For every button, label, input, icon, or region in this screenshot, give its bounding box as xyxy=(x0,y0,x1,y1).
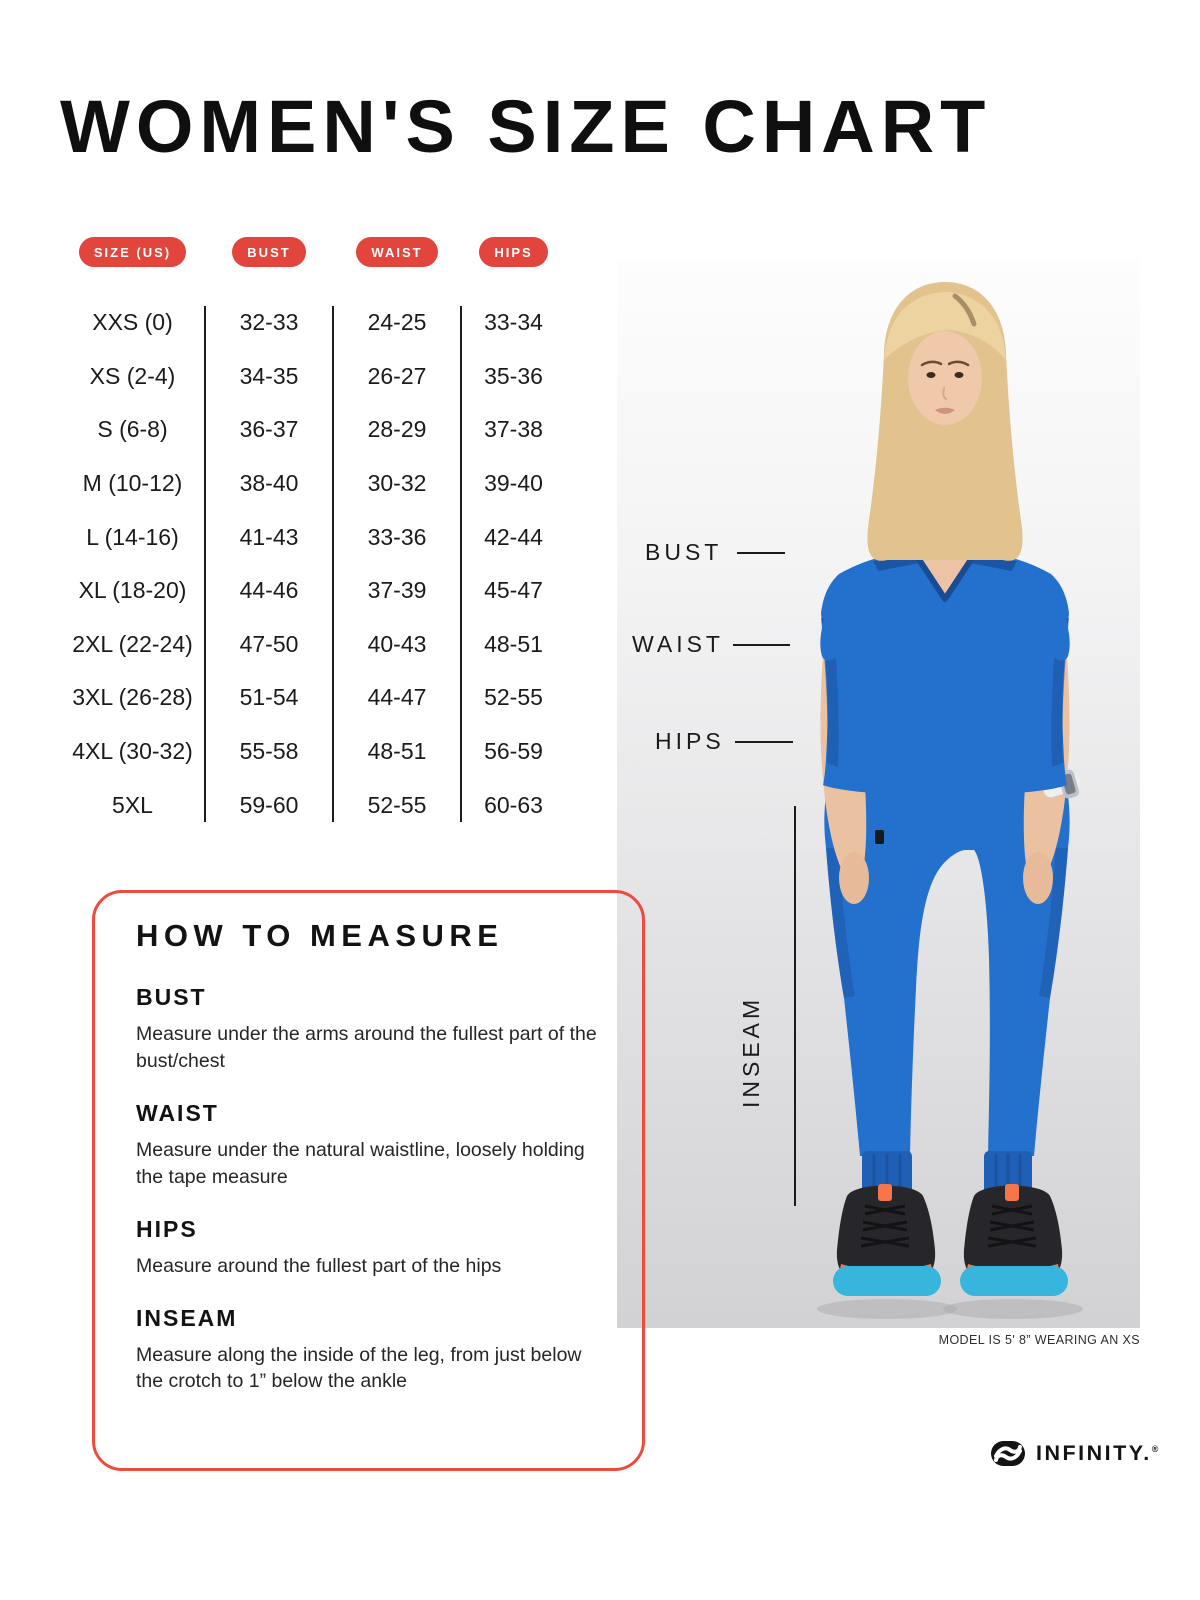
brand-logo xyxy=(990,1440,1158,1467)
table-cell-bust: 41-43 xyxy=(239,523,299,550)
measure-description: Measure along the inside of the leg, from just below the crotch to 1” below the ankle xyxy=(136,1343,582,1393)
hips-pointer-line xyxy=(735,741,793,743)
table-row xyxy=(60,671,566,725)
table-cell-size: 2XL (22-24) xyxy=(72,630,193,657)
measure-list xyxy=(136,984,598,1420)
table-cell-waist: 26-27 xyxy=(367,362,427,389)
table-cell-hips: 60-63 xyxy=(484,791,543,818)
measure-term: HIPS xyxy=(136,1215,198,1242)
table-cell-bust: 55-58 xyxy=(239,738,299,765)
table-cell-waist: 37-39 xyxy=(367,577,427,604)
measure-description: Measure around the fullest part of the hips xyxy=(136,1254,502,1277)
measure-item xyxy=(136,1216,598,1280)
floor-shadow xyxy=(817,1299,1083,1319)
table-cell-waist: 28-29 xyxy=(367,416,427,443)
shoe-tongue-tab xyxy=(878,1184,892,1201)
right-hand xyxy=(1023,852,1053,904)
table-row xyxy=(60,403,566,457)
bust-pointer-label: BUST xyxy=(645,539,723,565)
measure-description: Measure under the natural waistline, loosely holding the tape measure xyxy=(136,1138,585,1188)
scrub-top xyxy=(820,550,1069,796)
pocket-zipper-tag xyxy=(875,830,884,844)
table-row xyxy=(60,618,566,672)
table-cell-bust: 36-37 xyxy=(239,416,299,443)
table-row xyxy=(60,296,566,350)
table-cell-size: XS (2-4) xyxy=(89,362,176,389)
table-cell-size: XXS (0) xyxy=(92,309,173,336)
table-cell-bust: 34-35 xyxy=(239,362,299,389)
table-cell-size: L (14-16) xyxy=(86,523,179,550)
model-illustration xyxy=(617,258,1140,1328)
table-row xyxy=(60,457,566,511)
brand-wordmark: INFINITY.® xyxy=(1036,1441,1159,1465)
table-cell-size: 4XL (30-32) xyxy=(72,738,193,765)
table-row xyxy=(60,564,566,618)
table-cell-hips: 39-40 xyxy=(484,470,543,497)
model-caption: MODEL IS 5' 8” WEARING AN XS xyxy=(938,1333,1140,1347)
waist-pointer-line xyxy=(733,644,790,646)
measure-item xyxy=(136,1100,598,1191)
waist-pointer-label: WAIST xyxy=(632,631,724,657)
table-cell-hips: 35-36 xyxy=(484,362,543,389)
registered-mark: ® xyxy=(1151,1443,1159,1454)
table-cell-hips: 52-55 xyxy=(484,684,543,711)
hips-pointer-label: HIPS xyxy=(655,728,725,754)
model-photo xyxy=(617,258,1140,1328)
table-cell-hips: 37-38 xyxy=(484,416,543,443)
table-cell-waist: 30-32 xyxy=(367,470,427,497)
size-table-body xyxy=(60,296,566,832)
table-cell-size: 3XL (26-28) xyxy=(72,684,193,711)
table-cell-hips: 33-34 xyxy=(484,309,543,336)
measure-term: WAIST xyxy=(136,1099,219,1126)
table-cell-waist: 48-51 xyxy=(367,738,427,765)
infinity-logo-icon xyxy=(990,1440,1026,1467)
table-header-row xyxy=(60,237,566,267)
head xyxy=(867,282,1022,561)
table-column-divider xyxy=(460,306,462,822)
page-title: WOMEN'S SIZE CHART xyxy=(60,85,992,168)
table-cell-hips: 45-47 xyxy=(484,577,543,604)
table-row xyxy=(60,510,566,564)
table-cell-bust: 32-33 xyxy=(239,309,299,336)
table-column-divider xyxy=(332,306,334,822)
table-cell-hips: 42-44 xyxy=(484,523,543,550)
how-to-measure-heading: HOW TO MEASURE xyxy=(136,918,504,953)
table-cell-size: S (6-8) xyxy=(97,416,168,443)
column-pill-waist: WAIST xyxy=(356,237,437,267)
table-cell-waist: 40-43 xyxy=(367,630,427,657)
table-cell-size: XL (18-20) xyxy=(78,577,187,604)
bust-pointer-line xyxy=(737,552,785,554)
table-cell-waist: 44-47 xyxy=(367,684,427,711)
table-cell-bust: 51-54 xyxy=(239,684,299,711)
table-cell-waist: 24-25 xyxy=(367,309,427,336)
sneakers xyxy=(833,1184,1068,1296)
table-row xyxy=(60,350,566,404)
table-cell-bust: 59-60 xyxy=(239,791,299,818)
table-row xyxy=(60,725,566,779)
table-cell-waist: 52-55 xyxy=(367,791,427,818)
column-pill-hips: HIPS xyxy=(479,237,547,267)
table-cell-bust: 47-50 xyxy=(239,630,299,657)
column-pill-bust: BUST xyxy=(232,237,305,267)
table-cell-size: 5XL xyxy=(112,791,153,818)
measure-item xyxy=(136,984,598,1075)
measure-item xyxy=(136,1305,598,1396)
table-cell-size: M (10-12) xyxy=(82,470,183,497)
table-cell-waist: 33-36 xyxy=(367,523,427,550)
inseam-pointer-label: INSEAM xyxy=(738,995,764,1108)
table-cell-bust: 38-40 xyxy=(239,470,299,497)
table-cell-hips: 56-59 xyxy=(484,738,543,765)
measure-term: INSEAM xyxy=(136,1304,238,1331)
left-hand xyxy=(839,852,869,904)
table-column-divider xyxy=(204,306,206,822)
table-cell-bust: 44-46 xyxy=(239,577,299,604)
table-row xyxy=(60,778,566,832)
inseam-pointer-line xyxy=(794,806,796,1206)
column-pill-size: SIZE (US) xyxy=(79,237,186,267)
table-cell-hips: 48-51 xyxy=(484,630,543,657)
measure-term: BUST xyxy=(136,984,207,1010)
measure-description: Measure under the arms around the fullest part of the bust/chest xyxy=(136,1023,597,1072)
